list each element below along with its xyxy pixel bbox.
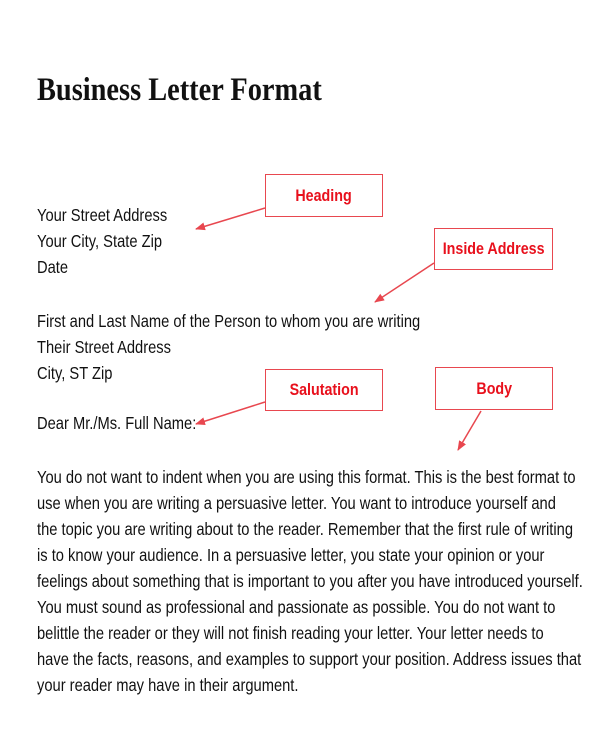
inside-address-annotation-label: Inside Address xyxy=(442,239,545,258)
body-line: the topic you are writing about to the reader. Remember that the first rule of writing xyxy=(37,519,574,539)
inside-address-line: Their Street Address xyxy=(37,337,172,357)
body-line: your reader may have in their argument. xyxy=(37,675,299,695)
salutation-line: Dear Mr./Ms. Full Name: xyxy=(37,413,197,433)
body-line: have the facts, reasons, and examples to support your position. Address issues that xyxy=(37,649,582,669)
salutation-arrow-icon xyxy=(196,402,265,424)
heading-line: Your City, State Zip xyxy=(37,231,163,251)
body-line: You do not want to indent when you are using this format. This is the best format to xyxy=(37,467,576,487)
body-arrow-icon xyxy=(458,411,481,450)
heading-annotation-label: Heading xyxy=(295,185,353,205)
salutation-annotation xyxy=(265,369,383,411)
body-line: is to know your audience. In a persuasive letter, you state your opinion or your xyxy=(37,545,545,565)
body-annotation xyxy=(435,367,553,410)
body-line: You must sound as professional and passionate as possible. You do not want to xyxy=(37,597,556,617)
inside-address-arrow-icon xyxy=(375,263,434,302)
body-annotation-label: Body xyxy=(476,378,512,398)
heading-line: Date xyxy=(37,257,69,277)
heading-annotation xyxy=(265,174,383,217)
inside-address-line: First and Last Name of the Person to whom you are writing xyxy=(37,311,421,331)
page-title: Business Letter Format xyxy=(37,72,322,108)
body-line: use when you are writing a persuasive letter. You want to introduce yourself and xyxy=(37,493,556,513)
heading-line: Your Street Address xyxy=(37,205,168,225)
body-line: belittle the reader or they will not finish reading your letter. Your letter needs to xyxy=(37,623,544,643)
salutation-annotation-label: Salutation xyxy=(289,380,359,399)
inside-address-annotation xyxy=(434,228,553,270)
body-line: feelings about something that is important to you after you have introduced yourself. xyxy=(37,571,583,591)
heading-arrow-icon xyxy=(196,208,265,229)
inside-address-line: City, ST Zip xyxy=(37,363,113,383)
